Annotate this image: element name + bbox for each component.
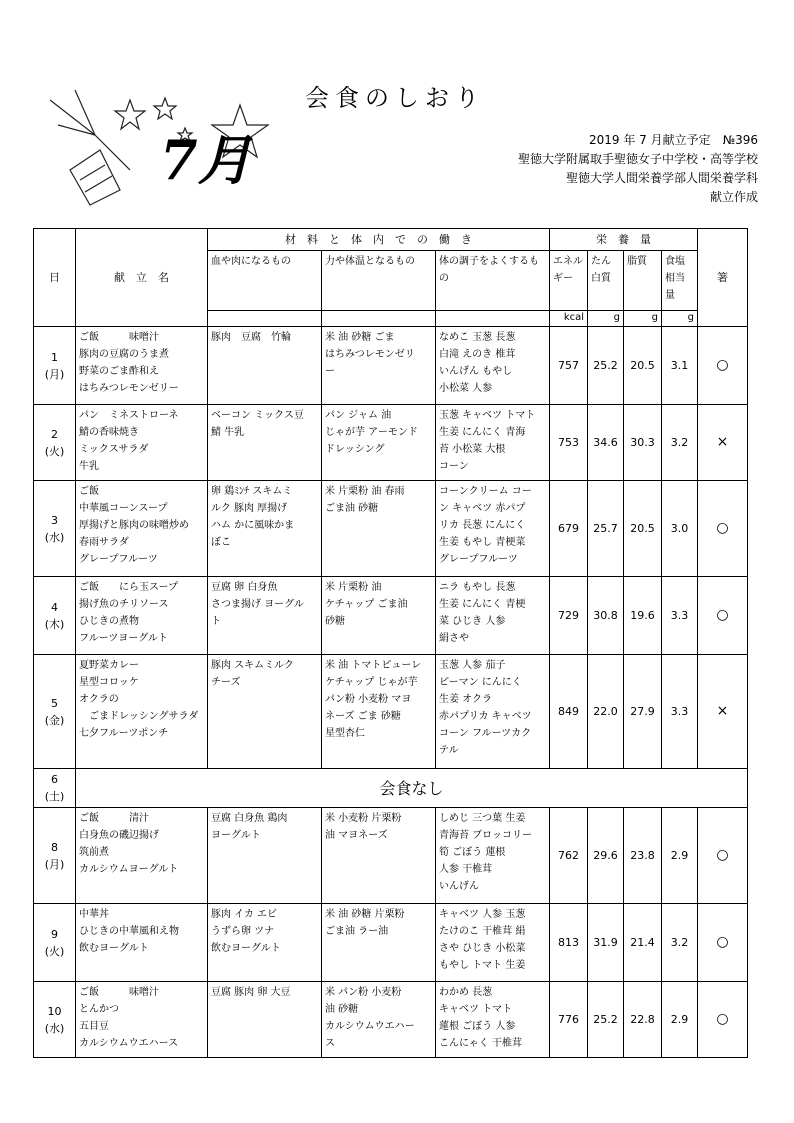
energy-value: 762	[550, 808, 588, 904]
header-condition: 体の調子をよくするもの	[436, 251, 550, 311]
salt-value: 3.2	[662, 904, 698, 982]
energy-src-cell	[322, 808, 436, 904]
menu-cell-line: ご飯 味噌汁	[79, 332, 159, 343]
meta-line-4: 献立作成	[709, 190, 758, 204]
blood-cell-line: ぼこ	[211, 537, 231, 548]
blood-cell	[208, 982, 322, 1058]
condition-cell-line: グレープフルーツ	[439, 554, 518, 565]
energy-value: 776	[550, 982, 588, 1058]
blood-cell	[208, 808, 322, 904]
energy-value: 753	[550, 405, 588, 481]
blood-cell-line: うずら卵 ツナ	[211, 926, 275, 937]
day-number: 1	[51, 350, 58, 364]
table-row	[34, 405, 748, 481]
energy-src-cell-line: 米 小麦粉 片栗粉	[325, 813, 402, 824]
menu-table	[33, 228, 748, 1058]
blood-cell	[208, 655, 322, 769]
salt-value: 2.9	[662, 808, 698, 904]
protein-value: 22.0	[588, 655, 624, 769]
day-cell	[34, 577, 76, 655]
menu-cell-line: 白身魚の磯辺揚げ	[79, 830, 159, 841]
energy-src-cell-line: パン ジャム 油	[325, 410, 392, 421]
unit-g-protein: g	[588, 311, 624, 327]
condition-cell-line: 人参 干椎茸	[439, 864, 493, 875]
blood-cell	[208, 481, 322, 577]
menu-cell-line: グレープフルーツ	[79, 554, 158, 565]
protein-value: 25.2	[588, 327, 624, 405]
energy-src-cell-line: ドレッシング	[325, 444, 385, 455]
blood-cell	[208, 904, 322, 982]
blood-cell-line: さつま揚げ ヨーグル	[211, 599, 304, 610]
blood-cell-line: 飲むヨーグルト	[211, 943, 281, 954]
table-row	[34, 904, 748, 982]
chopsticks-mark: ×	[698, 405, 748, 481]
menu-cell-line: 夏野菜カレー	[79, 660, 139, 671]
salt-value: 3.1	[662, 327, 698, 405]
energy-value: 729	[550, 577, 588, 655]
blood-cell-line: 鯖 牛乳	[211, 427, 245, 438]
blood-cell-line: 豆腐 白身魚 鶏肉	[211, 813, 288, 824]
menu-cell	[76, 405, 208, 481]
energy-value: 849	[550, 655, 588, 769]
blood-cell-line: 豚肉 豆腐 竹輪	[211, 332, 291, 343]
table-row	[34, 982, 748, 1058]
protein-value: 30.8	[588, 577, 624, 655]
condition-cell	[436, 481, 550, 577]
blood-cell-line: チーズ	[211, 677, 241, 688]
menu-cell-line: 豚肉の豆腐のうま煮	[79, 349, 169, 360]
header-materials: 材 料 と 体 内 で の 働 き	[208, 229, 550, 251]
energy-src-cell-line: 砂糖	[325, 616, 345, 627]
menu-cell-line: ごまドレッシングサラダ	[79, 711, 199, 722]
day-of-week: (土)	[44, 790, 65, 803]
header-day: 日	[34, 229, 76, 327]
header-energy: エネルギー	[550, 251, 588, 311]
energy-src-cell-line: 米 油 砂糖 片栗粉	[325, 909, 405, 920]
blood-cell-line: ベーコン ミックス豆	[211, 410, 304, 421]
day-number: 9	[51, 927, 58, 941]
energy-src-cell-line: 米 片栗粉 油	[325, 582, 382, 593]
condition-cell-line: 白滝 えのき 椎茸	[439, 349, 516, 360]
menu-cell-line: ご飯 味噌汁	[79, 987, 159, 998]
condition-cell-line: いんげん	[439, 881, 479, 892]
condition-cell-line: 生姜 もやし 青梗菜	[439, 537, 526, 548]
energy-src-cell-line: パン粉 小麦粉 マヨ	[325, 694, 412, 705]
energy-src-cell-line: 油 砂糖	[325, 1004, 359, 1015]
energy-src-cell	[322, 481, 436, 577]
condition-cell	[436, 982, 550, 1058]
energy-src-cell-line: ス	[325, 1038, 335, 1049]
condition-cell-line: コーンクリーム コー	[439, 486, 532, 497]
menu-cell-line: 牛乳	[79, 461, 99, 472]
day-number: 3	[51, 513, 58, 527]
energy-src-cell	[322, 405, 436, 481]
blood-cell-line: 豚肉 イカ エビ	[211, 909, 278, 920]
condition-cell-line: リカ 長葱 にんにく	[439, 520, 526, 531]
menu-cell-line: 星型コロッケ	[79, 677, 139, 688]
condition-cell-line: キャベツ トマト	[439, 1004, 513, 1015]
condition-cell-line: 赤パプリカ キャベツ	[439, 711, 532, 722]
day-of-week: (月)	[44, 857, 65, 871]
salt-value: 3.2	[662, 405, 698, 481]
condition-cell-line: 小松菜 人参	[439, 383, 493, 394]
menu-cell-line: ご飯 にら玉スープ	[79, 582, 178, 593]
protein-value: 31.9	[588, 904, 624, 982]
menu-cell-line: 鯖の香味焼き	[79, 427, 139, 438]
condition-cell-line: 筍 ごぼう 蓮根	[439, 847, 506, 858]
energy-src-cell-line: ー	[325, 366, 335, 377]
day-number: 5	[51, 696, 58, 710]
day-cell	[34, 982, 76, 1058]
condition-cell-line: 絹さや	[439, 633, 469, 644]
unit-kcal: kcal	[550, 311, 588, 327]
menu-cell-line: 筑前煮	[79, 847, 109, 858]
condition-cell	[436, 655, 550, 769]
blood-cell-line: 豚肉 スキムミルク	[211, 660, 294, 671]
chopsticks-mark: ○	[698, 808, 748, 904]
menu-cell	[76, 904, 208, 982]
fat-value: 22.8	[624, 982, 662, 1058]
meta-line-2: 聖徳大学附属取手聖徳女子中学校・高等学校	[517, 152, 758, 166]
condition-cell-line: わかめ 長葱	[439, 987, 493, 998]
condition-cell-line: 玉葱 人参 茄子	[439, 660, 506, 671]
table-row	[34, 577, 748, 655]
header-nutrition: 栄 養 量	[550, 229, 698, 251]
blood-cell	[208, 405, 322, 481]
header-energy-src: 力や体温となるもの	[322, 251, 436, 311]
energy-src-cell-line: 星型杏仁	[325, 728, 365, 739]
month-label: 7月	[160, 128, 252, 192]
condition-cell-line: 玉葱 キャベツ トマト	[439, 410, 536, 421]
menu-cell	[76, 982, 208, 1058]
energy-value: 757	[550, 327, 588, 405]
energy-src-cell	[322, 904, 436, 982]
fat-value: 21.4	[624, 904, 662, 982]
blood-cell-line: 卵 鶏ﾐﾝﾁ スキムミ	[211, 486, 293, 497]
condition-cell-line: もやし トマト 生姜	[439, 960, 526, 971]
chopsticks-mark: ×	[698, 655, 748, 769]
chopsticks-mark: ○	[698, 577, 748, 655]
menu-cell-line: ひじきの煮物	[79, 616, 139, 627]
energy-value: 679	[550, 481, 588, 577]
energy-src-cell-line: 米 油 砂糖 ごま	[325, 332, 395, 343]
meta-line-1: 2019 年 7 月献立予定 №396	[588, 133, 758, 147]
chopsticks-mark: ○	[698, 481, 748, 577]
table-row	[34, 327, 748, 405]
day-of-week: (月)	[44, 367, 65, 381]
header-menu: 献 立 名	[76, 229, 208, 327]
condition-cell-line: 生姜 オクラ	[439, 694, 492, 705]
day-number: 4	[51, 600, 58, 614]
header-protein: たん白質	[588, 251, 624, 311]
day-number: 2	[51, 427, 58, 441]
chopsticks-mark: ○	[698, 904, 748, 982]
protein-value: 25.2	[588, 982, 624, 1058]
menu-cell-line: 七夕フルーツポンチ	[79, 728, 169, 739]
blood-cell-line: 豆腐 卵 白身魚	[211, 582, 278, 593]
condition-cell-line: なめこ 玉葱 長葱	[439, 332, 516, 343]
condition-cell-line: たけのこ 干椎茸 絹	[439, 926, 526, 937]
energy-src-cell-line: 米 片栗粉 油 春雨	[325, 486, 405, 497]
header-fat: 脂質	[624, 251, 662, 311]
condition-cell-line: 青海苔 ブロッコリー	[439, 830, 532, 841]
energy-src-cell-line: ケチャップ じゃが芋	[325, 677, 418, 688]
fat-value: 23.8	[624, 808, 662, 904]
condition-cell-line: 生姜 にんにく 青海	[439, 427, 526, 438]
table-row	[34, 808, 748, 904]
energy-src-cell-line: 米 油 トマトピューレ	[325, 660, 422, 671]
energy-src-cell-line: ごま油 ラー油	[325, 926, 389, 937]
day-cell	[34, 327, 76, 405]
fat-value: 19.6	[624, 577, 662, 655]
condition-cell	[436, 405, 550, 481]
day-cell	[34, 405, 76, 481]
blood-cell-line: ヨーグルト	[211, 830, 261, 841]
energy-src-cell-line: カルシウムウエハー	[325, 1021, 415, 1032]
condition-cell	[436, 904, 550, 982]
energy-src-cell-line: じゃが芋 アーモンド	[325, 427, 418, 438]
condition-cell-line: 蓮根 ごぼう 人参	[439, 1021, 516, 1032]
energy-src-cell	[322, 655, 436, 769]
condition-cell-line: 菜 ひじき 人参	[439, 616, 506, 627]
day-cell	[34, 769, 76, 808]
protein-value: 29.6	[588, 808, 624, 904]
condition-cell-line: 生姜 にんにく 青梗	[439, 599, 526, 610]
salt-value: 3.3	[662, 577, 698, 655]
menu-cell	[76, 327, 208, 405]
salt-value: 3.3	[662, 655, 698, 769]
meta-line-3: 聖徳大学人間栄養学部人間栄養学科	[565, 171, 758, 185]
menu-cell-line: ミックスサラダ	[79, 444, 149, 455]
menu-cell-line: 飲むヨーグルト	[79, 943, 149, 954]
condition-cell-line: ピーマン にんにく	[439, 677, 522, 688]
day-cell	[34, 655, 76, 769]
day-cell	[34, 481, 76, 577]
header-chopsticks: 箸	[698, 229, 748, 327]
fat-value: 30.3	[624, 405, 662, 481]
blood-cell-line: ト	[211, 616, 221, 627]
energy-src-cell-line: ケチャップ ごま油	[325, 599, 408, 610]
condition-cell-line: しめじ 三つ葉 生姜	[439, 813, 526, 824]
blood-cell-line: ルク 豚肉 厚揚げ	[211, 503, 288, 514]
menu-cell-line: 春雨サラダ	[79, 537, 129, 548]
menu-cell-line: オクラの	[79, 694, 119, 705]
chopsticks-mark: ○	[698, 327, 748, 405]
menu-cell-line: はちみつレモンゼリー	[79, 383, 179, 394]
header-salt: 食塩相当量	[662, 251, 698, 311]
blood-cell-line: ハム かに風味かま	[211, 520, 295, 531]
menu-cell-line: ご飯 清汁	[79, 813, 149, 824]
condition-cell-line: 苔 小松菜 大根	[439, 444, 506, 455]
header-meta	[518, 131, 758, 207]
condition-cell-line: さや ひじき 小松菜	[439, 943, 526, 954]
day-cell	[34, 904, 76, 982]
day-number: 8	[51, 840, 58, 854]
day-number: 6	[51, 773, 58, 786]
menu-cell-line: カルシウムヨーグルト	[79, 864, 179, 875]
day-of-week: (火)	[44, 944, 65, 958]
menu-cell	[76, 808, 208, 904]
menu-cell-line: ご飯	[79, 486, 99, 497]
menu-cell-line: とんかつ	[79, 1004, 119, 1015]
menu-cell-line: カルシウムウエハース	[79, 1038, 179, 1049]
day-cell	[34, 808, 76, 904]
page-title: 会食のしおり	[305, 84, 485, 112]
energy-src-cell-line: 米 パン粉 小麦粉	[325, 987, 402, 998]
salt-value: 3.0	[662, 481, 698, 577]
energy-src-cell	[322, 577, 436, 655]
day-number: 10	[47, 1004, 62, 1018]
condition-cell	[436, 808, 550, 904]
condition-cell-line: キャベツ 人参 玉葱	[439, 909, 526, 920]
day-of-week: (金)	[44, 713, 65, 727]
condition-cell-line: いんげん もやし	[439, 366, 513, 377]
menu-cell-line: フルーツヨーグルト	[79, 633, 168, 644]
condition-cell	[436, 577, 550, 655]
menu-cell-line: ひじきの中華風和え物	[79, 926, 179, 937]
day-of-week: (木)	[44, 617, 65, 631]
energy-src-cell-line: ネーズ ごま 砂糖	[325, 711, 401, 722]
unit-g-fat: g	[624, 311, 662, 327]
day-of-week: (水)	[44, 530, 65, 544]
fat-value: 20.5	[624, 327, 662, 405]
condition-cell-line: コーン フルーツカク	[439, 728, 532, 739]
condition-cell-line: ニラ もやし 長葱	[439, 582, 516, 593]
table-row	[34, 769, 748, 808]
chopsticks-mark: ○	[698, 982, 748, 1058]
fat-value: 27.9	[624, 655, 662, 769]
menu-cell-line: 揚げ魚のチリソース	[79, 599, 169, 610]
condition-cell-line: テル	[439, 745, 459, 756]
condition-cell-line: ン キャベツ 赤パプ	[439, 503, 526, 514]
energy-value: 813	[550, 904, 588, 982]
menu-cell	[76, 655, 208, 769]
salt-value: 2.9	[662, 982, 698, 1058]
header-blood: 血や肉になるもの	[208, 251, 322, 311]
menu-cell	[76, 577, 208, 655]
energy-src-cell-line: はちみつレモンゼリ	[325, 349, 415, 360]
menu-cell	[76, 481, 208, 577]
blood-cell	[208, 577, 322, 655]
energy-src-cell-line: ごま油 砂糖	[325, 503, 379, 514]
table-row	[34, 481, 748, 577]
protein-value: 34.6	[588, 405, 624, 481]
menu-cell-line: 中華風コーンスープ	[79, 503, 168, 514]
unit-g-salt: g	[662, 311, 698, 327]
blood-cell-line: 豆腐 豚肉 卵 大豆	[211, 987, 291, 998]
fat-value: 20.5	[624, 481, 662, 577]
protein-value: 25.7	[588, 481, 624, 577]
energy-src-cell	[322, 982, 436, 1058]
energy-src-cell-line: 油 マヨネーズ	[325, 830, 388, 841]
menu-cell-line: 五目豆	[79, 1021, 109, 1032]
menu-cell-line: パン ミネストローネ	[79, 410, 179, 421]
no-meal-text: 会食なし	[76, 769, 748, 808]
condition-cell-line: コーン	[439, 461, 469, 472]
energy-src-cell	[322, 327, 436, 405]
condition-cell-line: こんにゃく 干椎茸	[439, 1038, 522, 1049]
menu-cell-line: 野菜のごま酢和え	[79, 366, 159, 377]
day-of-week: (火)	[44, 444, 65, 458]
day-of-week: (水)	[44, 1021, 65, 1035]
table-row	[34, 655, 748, 769]
condition-cell	[436, 327, 550, 405]
menu-cell-line: 厚揚げと豚肉の味噌炒め	[79, 520, 189, 531]
menu-cell-line: 中華丼	[79, 909, 109, 920]
blood-cell	[208, 327, 322, 405]
